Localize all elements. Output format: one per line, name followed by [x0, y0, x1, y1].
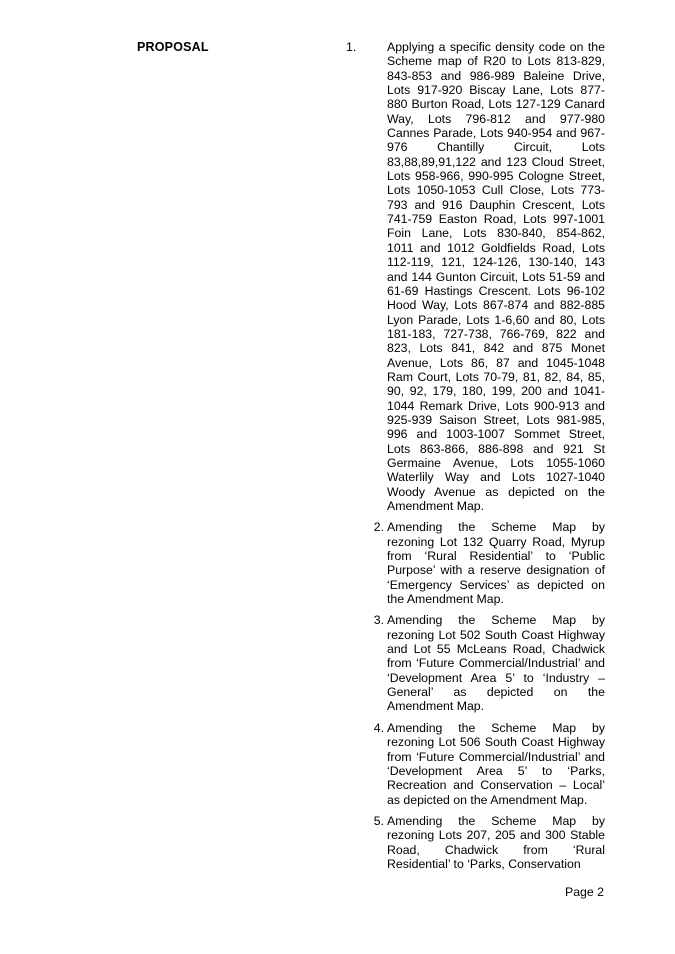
section-label: PROPOSAL	[137, 40, 209, 54]
item-text: Amending the Scheme Map by rezoning Lots 207, 205 and 300 Stable Road, Chadwick from ‘Rural Residential’ to ‘Parks, Conservation	[387, 813, 605, 871]
item-number: 3.	[373, 613, 384, 628]
item-number: 4.	[373, 720, 384, 735]
list-item	[330, 613, 605, 713]
item-text: Applying a specific density code on the Scheme map of R20 to Lots 813-829, 843-853 and 986-989 Baleine Drive, Lots 917-920 Biscay Lane, Lots 877-880 Burton Road, Lots 127-129 Canard Way, Lots 796-812 and 977-980 Cannes Parade, Lots 940-954 and 967-976 Chantilly Circuit, Lots 83,88,89,91,122 and 123 Cloud Street, Lots 958-966, 990-995 Cologne Street, Lots 1050-1053 Cull Close, Lots 773-793 and 916 Dauphin Crescent, Lots 741-759 Easton Road, Lots 997-1001 Foin Lane, Lots 830-840, 854-862, 1011 and 1012 Goldfields Road, Lots 112-119, 121, 124-126, 130-140, 143 and 144 Gunton Circuit, Lots 51-59 and 61-69 Hastings Crescent. Lots 96-102 Hood Way, Lots 867-874 and 882-885 Lyon Parade, Lots 1-6,60 and 80, Lots 181-183, 727-738, 766-769, 822 and 823, Lots 841, 842 and 875 Monet Avenue, Lots 86, 87 and 1045-1048 Ram Court, Lots 70-79, 81, 82, 84, 85, 90, 92, 179, 180, 199, 200 and 1041-1044 Remark Drive, Lots 900-913 and 925-939 Saison Street, Lots 981-985, 996 and 1003-1007 Sommet Street, Lots 863-866, 886-898 and 921 St Germaine Avenue, Lots 1055-1060 Waterlily Way and Lots 1027-1040 Woody Avenue as depicted on the Amendment Map.	[387, 40, 605, 513]
item-text: Amending the Scheme Map by rezoning Lot 132 Quarry Road, Myrup from ‘Rural Residential’ to ‘Public Purpose’ with a reserve designation of ‘Emergency Services’ as depicted on the Amendment Map.	[387, 520, 605, 607]
list-item	[330, 520, 605, 606]
item-number: 5.	[373, 813, 384, 828]
page-number: Page 2	[565, 885, 604, 899]
item-number: 2.	[373, 520, 384, 535]
list-item	[330, 814, 605, 871]
list-item	[330, 721, 605, 807]
proposal-list	[330, 40, 605, 878]
list-item	[330, 40, 605, 513]
item-text: Amending the Scheme Map by rezoning Lot 506 South Coast Highway from ‘Future Commercial/Industrial’ and ‘Development Area 5’ to ‘Parks, Recreation and Conservation – Local’ as depicted on the Amendment Map.	[387, 720, 605, 807]
item-text: Amending the Scheme Map by rezoning Lot 502 South Coast Highway and Lot 55 McLeans Road, Chadwick from ‘Future Commercial/Industrial’ and ‘Development Area 5’ to ‘Industry – General’ as depicted on the Amendment Map.	[387, 613, 605, 714]
item-number: 1.	[346, 40, 357, 54]
